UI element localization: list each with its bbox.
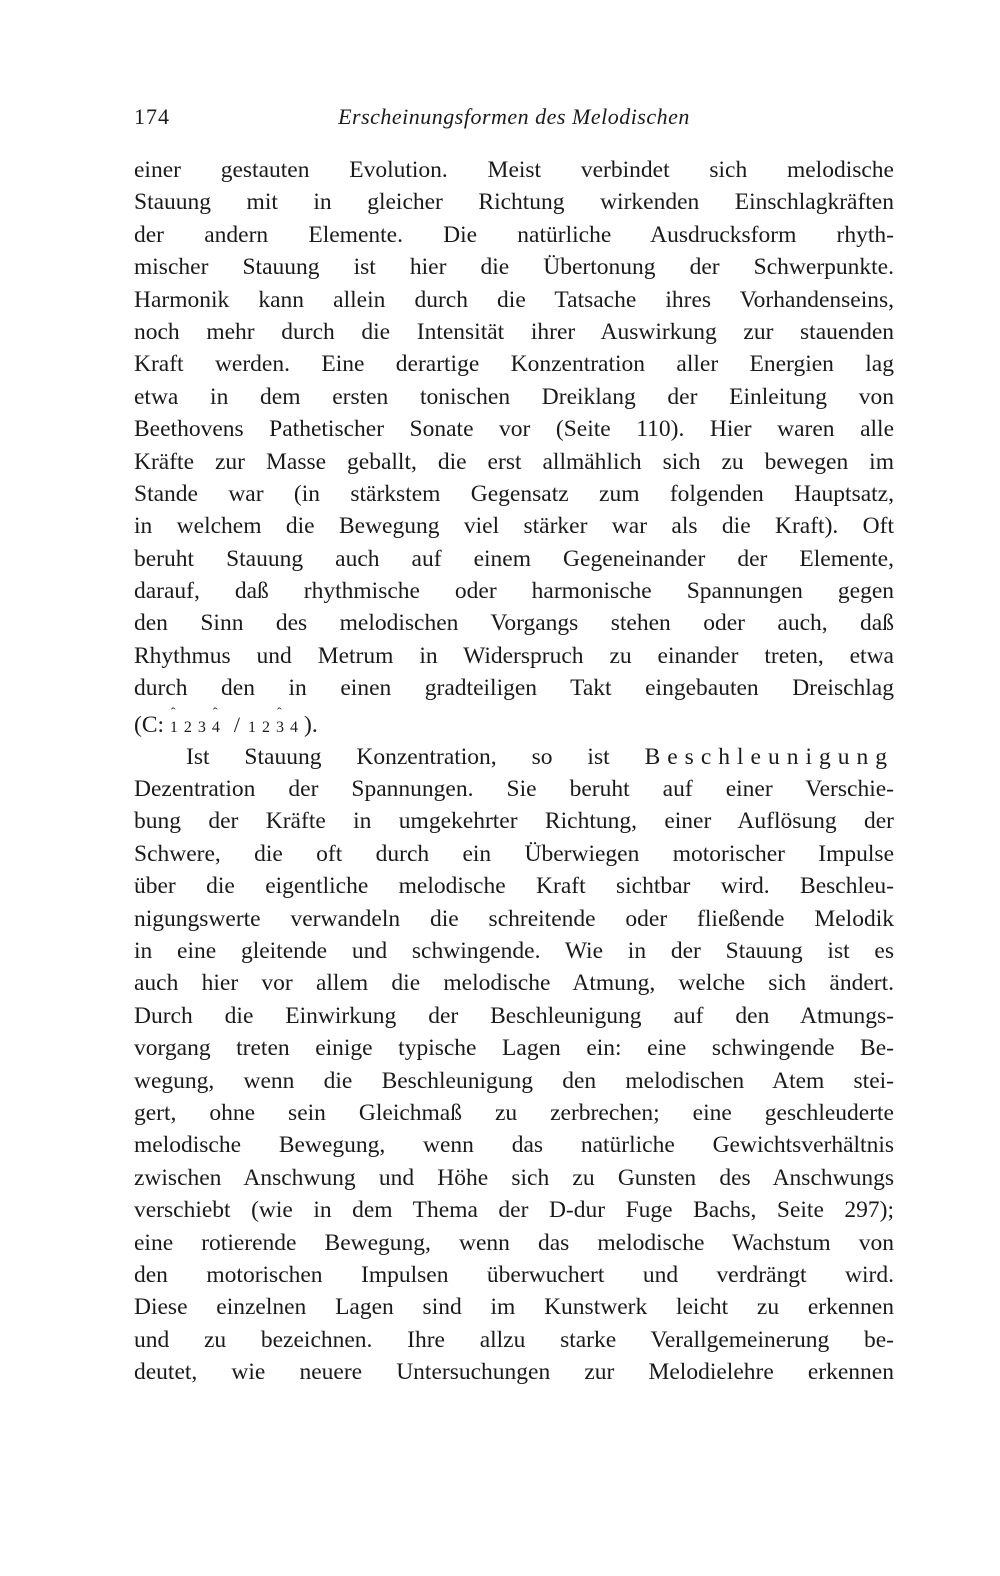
text-line: Stauung mit in gleicher Richtung wirkenden Einschlagkräften <box>134 189 894 216</box>
formula-beats-1 <box>170 712 226 738</box>
text-line: Kräfte zur Masse geballt, die erst allmählich sich zu bewegen im <box>134 448 894 475</box>
paragraph-1 <box>134 154 894 705</box>
text-line: etwa in dem ersten tonischen Dreiklang der Einleitung von <box>134 383 894 410</box>
text-line: darauf, daß rhythmische oder harmonische Spannungen gegen <box>134 578 894 605</box>
text-line: eine rotierende Bewegung, wenn das melodische Wachstum von <box>134 1229 894 1256</box>
beat: 2 <box>262 718 271 736</box>
paragraph-2-first-line-text: Ist Stauung Konzentration, so ist <box>186 743 610 770</box>
text-line: und zu bezeichnen. Ihre allzu starke Verallgemeinerung be- <box>134 1326 894 1353</box>
text-line: wegung, wenn die Beschleunigung den melodischen Atem stei- <box>134 1067 894 1094</box>
text-line: der andern Elemente. Die natürliche Ausdrucksform rhyth- <box>134 221 894 248</box>
text-line: Diese einzelnen Lagen sind im Kunstwerk leicht zu erkennen <box>134 1294 894 1321</box>
text-line: vorgang treten einige typische Lagen ein: eine schwingende Be- <box>134 1035 894 1062</box>
spaced-term-beschleunigung: Beschleunigung <box>644 743 894 770</box>
beat: 1 <box>248 718 257 736</box>
text-line: bung der Kräfte in umgekehrter Richtung, einer Auflösung der <box>134 808 894 835</box>
formula-separator: / <box>233 711 241 737</box>
text-line: einer gestauten Evolution. Meist verbindet sich melodische <box>134 157 894 183</box>
text-line: auch hier vor allem die melodische Atmung, welche sich ändert. <box>134 970 894 997</box>
text-line: Stande war (in stärkstem Gegensatz zum folgenden Hauptsatz, <box>134 480 894 507</box>
accented-beat: ˆ 1 <box>170 708 178 748</box>
text-line: verschiebt (wie in dem Thema der D-dur Fuge Bachs, Seite 297); <box>134 1197 894 1224</box>
page-number: 174 <box>134 104 170 129</box>
text-line: nigungswerte verwandeln die schreitende oder fließende Melodik <box>134 905 894 932</box>
page-header <box>134 104 894 144</box>
rhythm-formula <box>134 705 894 741</box>
text-line: gert, ohne sein Gleichmaß zu zerbrechen; eine geschleuderte <box>134 1099 894 1126</box>
paragraph-2 <box>134 741 894 1389</box>
text-line: den motorischen Impulsen überwuchert und verdrängt wird. <box>134 1261 894 1288</box>
text-line: zwischen Anschwung und Höhe sich zu Gunsten des Anschwungs <box>134 1164 894 1191</box>
text-line: in eine gleitende und schwingende. Wie in der Stauung ist es <box>134 937 894 964</box>
text-line: Beethovens Pathetischer Sonate vor (Seite 110). Hier waren alle <box>134 416 894 443</box>
text-line: Kraft werden. Eine derartige Konzentration aller Energien lag <box>134 351 894 378</box>
accented-beat: ˆ 4 <box>212 708 220 748</box>
text-line: Durch die Einwirkung der Beschleunigung auf den Atmungs- <box>134 1002 894 1029</box>
text-line: noch mehr durch die Intensität ihrer Auswirkung zur stauenden <box>134 318 894 345</box>
beat: 3 <box>197 718 206 736</box>
text-line: über die eigentliche melodische Kraft sichtbar wird. Beschleu- <box>134 873 894 900</box>
text-line: mischer Stauung ist hier die Übertonung der Schwerpunkte. <box>134 254 894 281</box>
beat: 4 <box>290 718 299 736</box>
text-line: Rhythmus und Metrum in Widerspruch zu einander treten, etwa <box>134 642 894 669</box>
text-line: Dezentration der Spannungen. Sie beruht auf einer Verschie- <box>134 776 894 803</box>
text-line: Schwere, die oft durch ein Überwiegen motorischer Impulse <box>134 840 894 867</box>
text-line: deutet, wie neuere Untersuchungen zur Melodielehre erkennen <box>134 1359 894 1386</box>
formula-prefix: (C: <box>134 711 165 738</box>
text-line: durch den in einen gradteiligen Takt eingebauten Dreischlag <box>134 675 894 702</box>
body-text <box>134 154 894 1388</box>
text-line: Harmonik kann allein durch die Tatsache ihres Vorhandenseins, <box>134 286 894 313</box>
accented-beat: ˆ 3 <box>276 708 284 748</box>
running-title: Erscheinungsformen des Melodischen <box>338 104 690 129</box>
text-line: in welchem die Bewegung viel stärker war als die Kraft). Oft <box>134 513 894 540</box>
text-line: den Sinn des melodischen Vorgangs stehen oder auch, daß <box>134 610 894 637</box>
formula-beats-2 <box>248 712 304 738</box>
text-line: beruht Stauung auch auf einem Gegeneinander der Elemente, <box>134 545 894 572</box>
text-line: melodische Bewegung, wenn das natürliche Gewichtsverhältnis <box>134 1132 894 1159</box>
formula-suffix: ). <box>304 711 318 738</box>
beat: 2 <box>183 718 192 736</box>
